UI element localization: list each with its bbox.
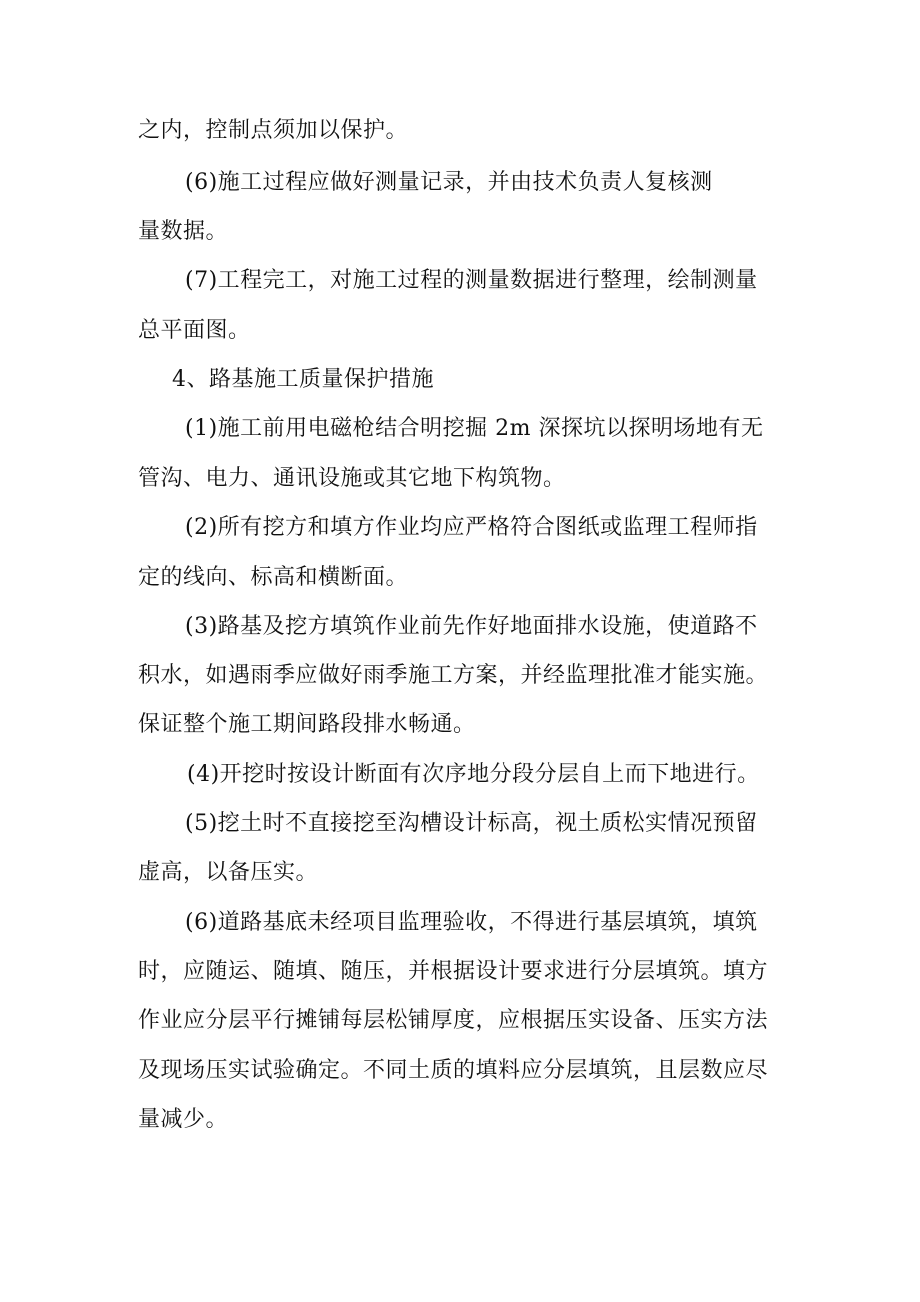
text-line: (5)挖土时不直接挖至沟槽设计标高，视土质松实情况预留 xyxy=(185,811,758,836)
text-line: (3)路基及挖方填筑作业前先作好地面排水设施，使道路不 xyxy=(185,614,758,639)
text-line: (1)施工前用电磁枪结合明挖掘 2m 深探坑以探明场地有无 xyxy=(185,416,764,441)
text-line: (6)施工过程应做好测量记录，并由技术负责人复核测 xyxy=(185,170,713,195)
text-line: 时，应随运、随填、随压，并根据设计要求进行分层填筑。填方 xyxy=(138,959,769,984)
text-line: 总平面图。 xyxy=(138,318,251,343)
text-line: 量数据。 xyxy=(138,219,229,244)
text-line: 量减少。 xyxy=(138,1107,229,1132)
text-line: (4)开挖时按设计断面有次序地分段分层自上而下地进行。 xyxy=(187,762,760,787)
text-line: (7)工程完工，对施工过程的测量数据进行整理，绘制测量 xyxy=(185,268,758,293)
section-heading: 4、路基施工质量保护措施 xyxy=(172,367,434,392)
text-line: (6)道路基底未经项目监理验收，不得进行基层填筑，填筑 xyxy=(185,910,758,935)
text-line: 之内，控制点须加以保护。 xyxy=(138,118,409,143)
text-line: 定的线向、标高和横断面。 xyxy=(138,565,409,590)
text-line: (2)所有挖方和填方作业均应严格符合图纸或监理工程师指 xyxy=(185,515,758,540)
text-line: 及现场压实试验确定。不同土质的填料应分层填筑，且层数应尽 xyxy=(138,1058,769,1083)
text-line: 作业应分层平行摊铺每层松铺厚度，应根据压实设备、压实方法 xyxy=(138,1008,769,1033)
text-line: 积水，如遇雨季应做好雨季施工方案，并经监理批准才能实施。 xyxy=(138,663,769,688)
text-line: 虚高，以备压实。 xyxy=(138,860,319,885)
text-line: 保证整个施工期间路段排水畅通。 xyxy=(138,712,476,737)
text-line: 管沟、电力、通讯设施或其它地下构筑物。 xyxy=(138,466,566,491)
